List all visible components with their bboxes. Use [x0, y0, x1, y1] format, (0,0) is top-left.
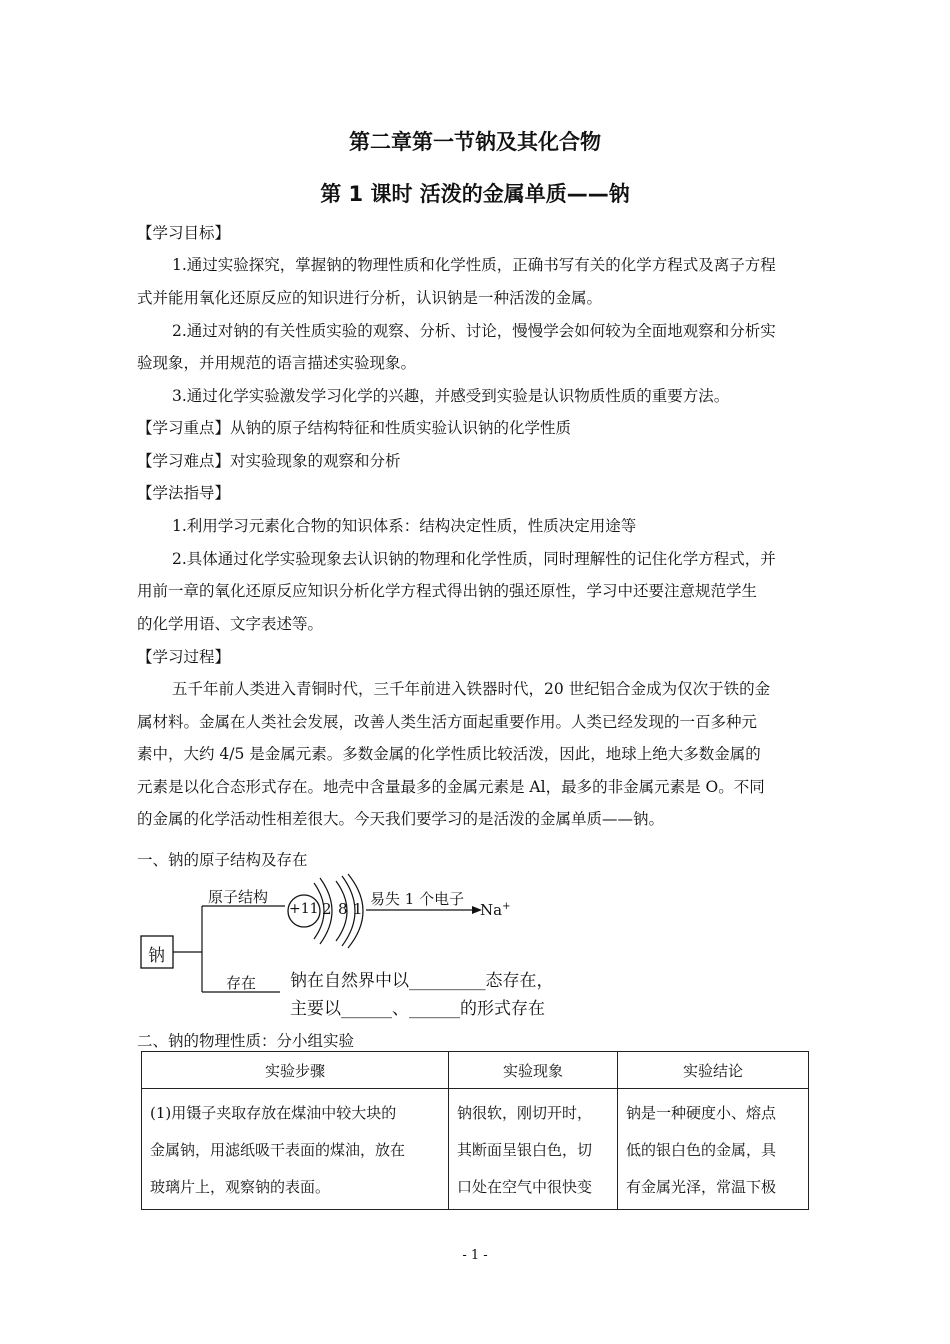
cell-line: 有金属光泽，常温下极: [626, 1178, 777, 1196]
method-2-line-2: 用前一章的氧化还原反应知识分析化学方程式得出钠的强还原性，学习中还要注意规范学生: [137, 582, 758, 600]
shell-3-electrons: 1: [353, 900, 363, 918]
cell-line: (1)用镊子夹取存放在煤油中较大块的: [150, 1104, 397, 1122]
heading-objectives: 【学习目标】: [137, 224, 231, 242]
intro-line-2: 属材料。金属在人类社会发展，改善人类生活方面起重要作用。人类已经发现的一百多种元: [137, 713, 758, 731]
method-2-line-3: 的化学用语、文字表述等。: [137, 615, 324, 633]
table-row: [142, 1089, 809, 1210]
objective-2-line-1: 2.通过对钠的有关性质实验的观察、分析、讨论，慢慢学会如何较为全面地观察和分析实: [172, 322, 776, 340]
section-1-heading: 一、钠的原子结构及存在: [137, 851, 308, 869]
intro-line-3: 素中，大约 4/5 是金属元素。多数金属的化学性质比较活泼，因此，地球上绝大多数金属的: [137, 745, 761, 763]
existence-label: 存在: [226, 974, 257, 992]
intro-line-4: 元素是以化合态形式存在。地壳中含量最多的金属元素是 Al，最多的非金属元素是 O。不同: [137, 778, 765, 796]
cell-conclusion: [618, 1089, 809, 1210]
shell-2-electrons: 8: [338, 900, 348, 918]
cell-line: 玻璃片上，观察钠的表面。: [150, 1178, 331, 1196]
header-conclusion: 实验结论: [618, 1052, 809, 1089]
cell-phenomena: [449, 1089, 618, 1210]
cell-line: 钠是一种硬度小、熔点: [626, 1104, 777, 1122]
key-points: 【学习重点】从钠的原子结构特征和性质实验认识钠的化学性质: [137, 419, 572, 437]
section-2-heading: 二、钠的物理性质：分小组实验: [137, 1032, 355, 1050]
cell-line: 其断面呈银白色，切: [457, 1141, 593, 1159]
objective-1-line-1: 1.通过实验探究，掌握钠的物理性质和化学性质，正确书写有关的化学方程式及离子方程: [172, 256, 776, 274]
page-number: - 1 -: [462, 1248, 488, 1263]
lesson-title: 第 1 课时 活泼的金属单质——钠: [320, 182, 630, 206]
nucleus-charge: +11: [289, 901, 319, 917]
structure-label: 原子结构: [208, 888, 269, 906]
table-header-row: [142, 1052, 809, 1089]
cell-line: 钠很软，刚切开时，: [457, 1104, 593, 1122]
objective-1-line-2: 式并能用氧化还原反应的知识进行分析，认识钠是一种活泼的金属。: [137, 289, 603, 307]
header-steps: 实验步骤: [142, 1052, 449, 1089]
ion-symbol: Na: [480, 901, 503, 919]
intro-line-5: 的金属的化学活动性相差很大。今天我们要学习的是活泼的金属单质——钠。: [137, 810, 665, 828]
sodium-ion: [480, 901, 510, 919]
existence-line-1: 钠在自然界中以_________态存在，: [290, 971, 554, 991]
heading-process: 【学习过程】: [137, 648, 231, 666]
objective-3: 3.通过化学实验激发学习化学的兴趣，并感受到实验是认识物质性质的重要方法。: [172, 387, 730, 405]
shell-1-electrons: 2: [322, 900, 332, 918]
intro-line-1: 五千年前人类进入青铜时代，三千年前进入铁器时代，20 世纪铝合金成为仅次于铁的金: [172, 680, 771, 698]
sodium-structure-diagram: [140, 868, 660, 1028]
chapter-title: 第二章第一节钠及其化合物: [349, 130, 601, 154]
ion-charge: +: [502, 901, 511, 912]
objective-2-line-2: 验现象，并用规范的语言描述实验现象。: [137, 354, 417, 372]
diagram-box-label: 钠: [148, 946, 165, 966]
cell-line: 金属钠，用滤纸吸干表面的煤油，放在: [150, 1141, 406, 1159]
difficult-points: 【学习难点】对实验现象的观察和分析: [137, 452, 401, 470]
heading-method: 【学法指导】: [137, 484, 231, 502]
existence-line-2: 主要以______、______的形式存在: [290, 999, 545, 1019]
method-2-line-1: 2.具体通过化学实验现象去认识钠的物理和化学性质，同时理解性的记住化学方程式，并: [172, 550, 776, 568]
cell-steps: [142, 1089, 449, 1210]
cell-line: 口处在空气中很快变: [457, 1178, 593, 1196]
cell-line: 低的银白色的金属，具: [626, 1141, 777, 1159]
experiment-table: [141, 1051, 809, 1210]
arrow-label: 易失 1 个电子: [370, 890, 465, 908]
method-1: 1.利用学习元素化合物的知识体系：结构决定性质，性质决定用途等: [172, 517, 637, 535]
header-phenomena: 实验现象: [449, 1052, 618, 1089]
